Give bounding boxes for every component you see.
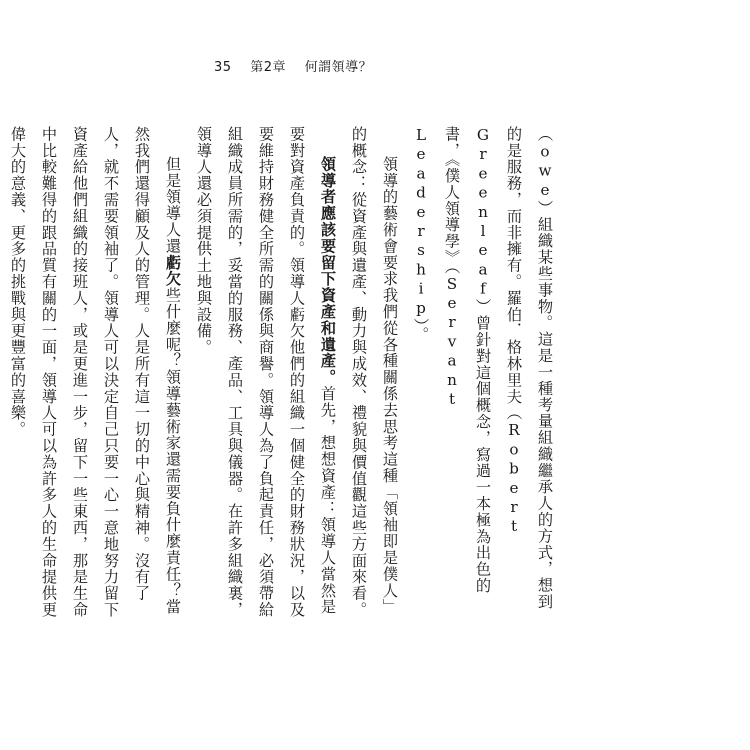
paragraph-4-emphasis: 虧欠 [164,254,182,288]
paragraph-4-text-a: 但是領導人還 [164,156,182,255]
chapter-label: 第2章 [250,60,286,75]
paragraph-3-emphasis: 領導者應該要留下資產和遺產。 [319,156,337,386]
paragraph-3 [188,126,343,626]
paragraph-2: 領導的藝術會要求我們從各種關係去思考這種「領袖即是僕人」的概念：從資產與遺產、動力與成效、禮貌與價值觀這些方面來看。 [350,126,399,618]
page-number: 35 [214,60,232,75]
vertical-body-text [2,126,560,626]
running-header [214,56,386,75]
paragraph-3-text: 首先，想想資產：領導人當然是要對資產負責的。領導人虧欠他們的組織一個健全的財務狀況，以及要維持財務健全所需的關係與商譽。領導人為了負起責任，必須帶給組織成員所需的，妥當的服務、產品、工具與儀器。在許多組織裏，領導人還必須提供土地與設備。 [195,126,337,618]
paragraph-4-text-b: 些什麼呢？領導藝術家還需要負什麼責任？當然我們還得顧及人的管理。人是所有這一切的中心與精神。沒有了人，就不需要領袖了。領導人可以決定自己只要一心一意地努力留下資產給他們組織的接班人，或是更進一步，留下一些東西，那是生命中比較難得的跟品質有關的一面，領導人可以為許多人的生命提供更偉大的意義、更多的挑戰與更豐富的喜樂。 [9,126,182,618]
paragraph-1: （owe）組織某些事物。這是一種考量組織繼承人的方式，想到的是服務，而非擁有。羅伯．格林里夫（Robert Greenleaf）曾針對這個概念，寫過一本極為出色的書，《僕人領導學》（Servant Leadership）。 [412,126,554,610]
paragraph-4 [2,126,188,626]
chapter-title: 何謂領導？ [304,60,373,75]
